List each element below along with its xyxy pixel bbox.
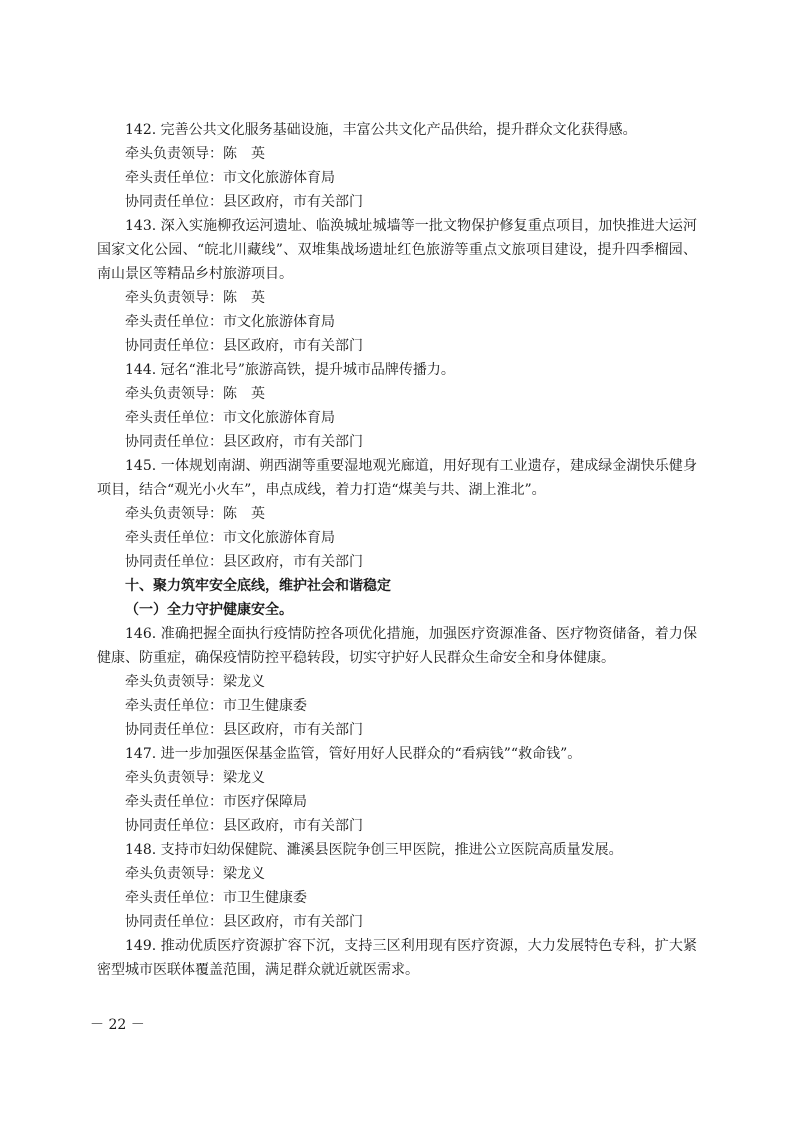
responsibility-line: 协同责任单位：县区政府，市有关部门	[125, 818, 363, 834]
responsibility-line: 牵头责任单位：市文化旅游体育局	[125, 530, 335, 546]
responsibility-line: 牵头负责领导：陈 英	[125, 386, 265, 402]
responsibility-line: 牵头负责领导：陈 英	[125, 290, 265, 306]
responsibility-line: 协同责任单位：县区政府，市有关部门	[125, 434, 363, 450]
responsibility-line: 牵头责任单位：市文化旅游体育局	[125, 170, 335, 186]
responsibility-line: 协同责任单位：县区政府，市有关部门	[125, 338, 363, 354]
paragraph: 147. 进一步加强医保基金监管，管好用好人民群众的“看病钱”“救命钱”。	[125, 746, 582, 762]
document-body	[97, 118, 697, 982]
responsibility-line: 牵头责任单位：市医疗保障局	[125, 794, 307, 810]
responsibility-line: 牵头负责领导：梁龙义	[125, 866, 265, 882]
responsibility-line: 协同责任单位：县区政府，市有关部门	[125, 722, 363, 738]
responsibility-line: 协同责任单位：县区政府，市有关部门	[125, 554, 363, 570]
page-number: － 22 －	[90, 1017, 145, 1033]
section-heading: （一）全力守护健康安全。	[125, 602, 293, 618]
responsibility-line: 牵头责任单位：市卫生健康委	[125, 890, 307, 906]
paragraph: 143. 深入实施柳孜运河遗址、临涣城址城墙等一批文物保护修复重点项目，加快推进大运河国家文化公园、“皖北川藏线”、双堆集战场遗址红色旅游等重点文旅项目建设，提升四季榴园、南山景区等精品乡村旅游项目。	[97, 218, 697, 282]
responsibility-line: 协同责任单位：县区政府，市有关部门	[125, 914, 363, 930]
paragraph: 148. 支持市妇幼保健院、濉溪县医院争创三甲医院，推进公立医院高质量发展。	[125, 842, 623, 858]
paragraph: 149. 推动优质医疗资源扩容下沉，支持三区利用现有医疗资源，大力发展特色专科，扩大紧密型城市医联体覆盖范围，满足群众就近就医需求。	[97, 938, 697, 978]
responsibility-line: 牵头责任单位：市卫生健康委	[125, 698, 307, 714]
responsibility-line: 牵头责任单位：市文化旅游体育局	[125, 410, 335, 426]
responsibility-line: 协同责任单位：县区政府，市有关部门	[125, 194, 363, 210]
paragraph: 145. 一体规划南湖、朔西湖等重要湿地观光廊道，用好现有工业遗存，建成绿金湖快乐健身项目，结合“观光小火车”，串点成线，着力打造“煤美与共、湖上淮北”。	[97, 458, 697, 498]
responsibility-line: 牵头负责领导：陈 英	[125, 146, 265, 162]
paragraph: 142. 完善公共文化服务基础设施，丰富公共文化产品供给，提升群众文化获得感。	[125, 122, 637, 138]
paragraph: 146. 准确把握全面执行疫情防控各项优化措施，加强医疗资源准备、医疗物资储备，着力保健康、防重症，确保疫情防控平稳转段，切实守护好人民群众生命安全和身体健康。	[97, 626, 697, 666]
responsibility-line: 牵头责任单位：市文化旅游体育局	[125, 314, 335, 330]
responsibility-line: 牵头负责领导：梁龙义	[125, 674, 265, 690]
paragraph: 144. 冠名“淮北号”旅游高铁，提升城市品牌传播力。	[125, 362, 455, 378]
responsibility-line: 牵头负责领导：梁龙义	[125, 770, 265, 786]
responsibility-line: 牵头负责领导：陈 英	[125, 506, 265, 522]
section-heading: 十、聚力筑牢安全底线，维护社会和谐稳定	[125, 578, 391, 594]
